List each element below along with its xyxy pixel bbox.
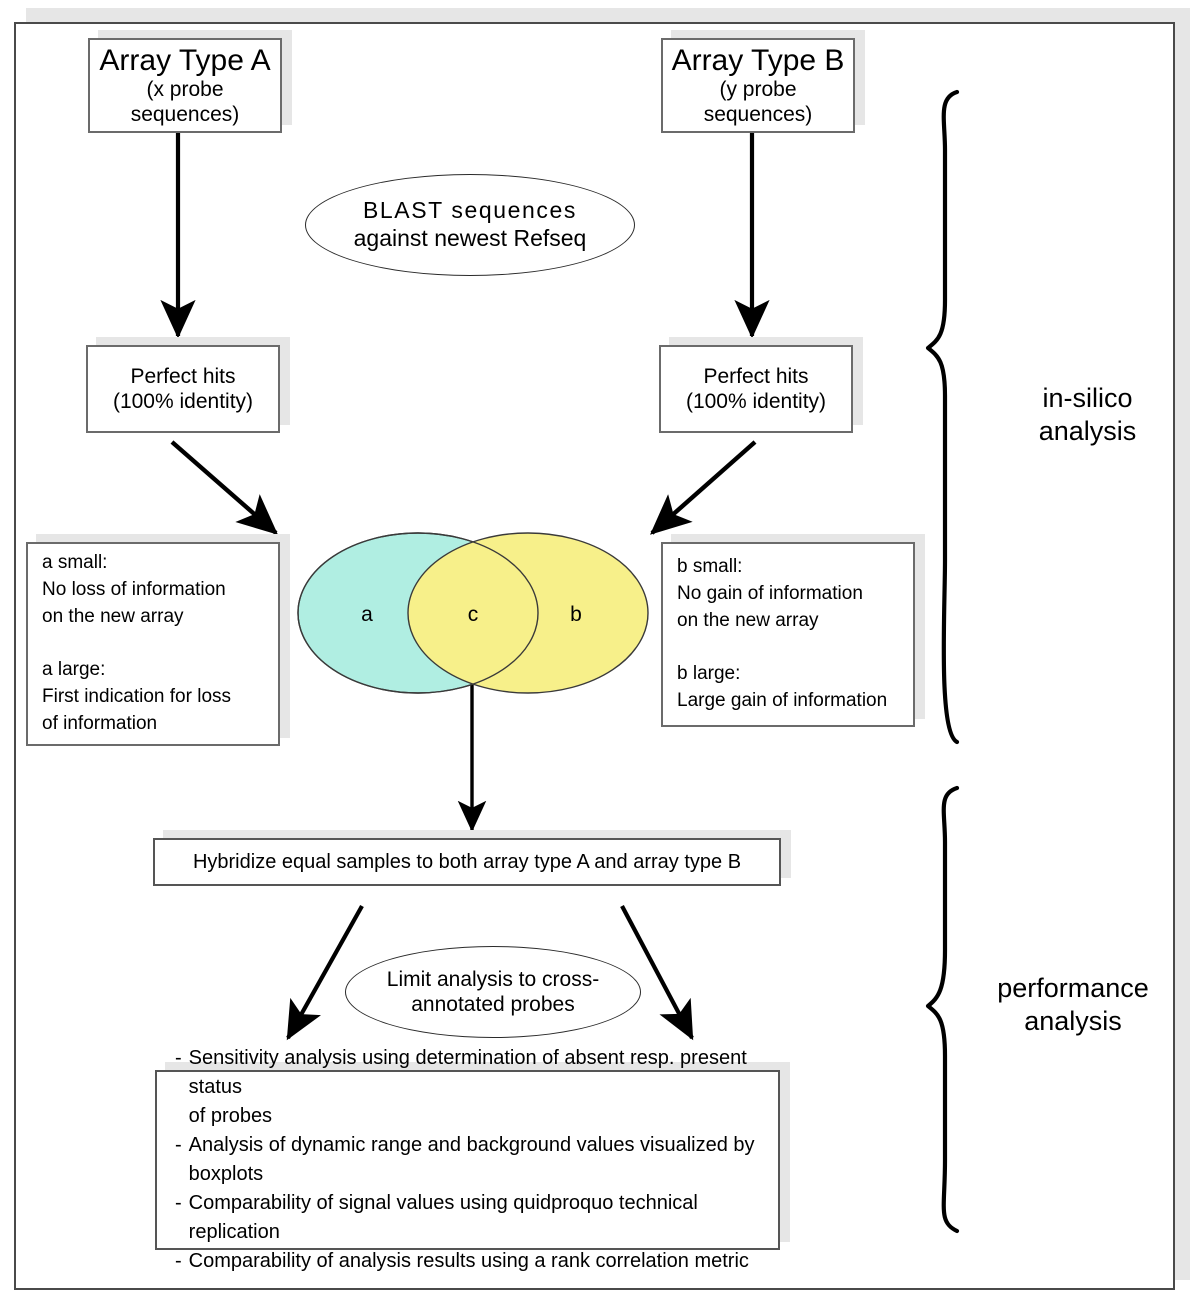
note-b-line-5: b large: [677,662,741,684]
node-body [88,38,282,133]
node-array-type-a [88,38,282,133]
list-bullet-marker: - [175,1047,182,1069]
list-item-line-1: Comparability of analysis results using a rank correlation metric [188,1250,749,1272]
node-body [155,1047,780,1272]
array-type-a-title: Array Type A [99,43,271,77]
list-item [175,1189,760,1247]
list-item [175,1247,760,1276]
blast-line-1: BLAST sequences [362,197,578,224]
node-body [153,838,781,886]
list-item [175,1131,760,1189]
array-type-b-subtitle: (y probe sequences) [703,78,813,127]
note-b-line-2: No gain of information [677,583,863,605]
list-bullet-marker: - [175,1134,182,1156]
limit-line-2: annotated probes [411,993,575,1016]
perfect-hits-b-line-1: Perfect hits [703,364,809,388]
note-b-line-3: on the new array [677,610,819,632]
note-a-line-1: a small: [42,552,108,574]
note-a-line-2: No loss of information [42,579,226,601]
node-array-type-b [661,38,855,133]
limit-line-1: Limit analysis to cross- [386,967,600,991]
note-a-line-3: on the new array [42,606,184,628]
in-silico-line-1: in-silico [1042,383,1133,413]
list-item-line-2: boxplots [188,1163,264,1185]
list-item-line-1: Sensitivity analysis using determination of absent resp. present status [188,1047,747,1098]
perfect-hits-b-line-2: (100% identity) [685,390,827,413]
hybridize-text: Hybridize equal samples to both array type A and array type B [192,850,742,873]
node-body [86,345,280,433]
note-a-line-5: a large: [42,659,106,680]
node-perfect-hits-b [659,345,853,433]
label-in-silico-analysis [1000,382,1175,448]
list-item-line-1: Analysis of dynamic range and background values visualized by [188,1134,755,1156]
in-silico-line-2: analysis [1038,415,1137,446]
perfect-hits-a-line-1: Perfect hits [130,364,236,388]
note-a-line-7: of information [42,712,158,734]
node-body [661,38,855,133]
note-a-line-6: First indication for loss [42,685,232,707]
venn-label-b: b [570,603,582,626]
venn-diagram [295,528,655,698]
label-performance-analysis [968,972,1178,1038]
node-body [659,345,853,433]
bubble-blast-sequences [305,174,635,276]
array-type-b-title: Array Type B [671,43,845,77]
node-analysis-list [155,1047,780,1272]
note-b-spacer [677,635,899,661]
performance-line-1: performance [997,973,1149,1003]
list-bullet-marker: - [175,1250,182,1272]
node-hybridize [153,838,781,886]
list-item-line-2: of probes [188,1105,273,1127]
note-a-spacer [42,631,264,657]
list-bullet-marker: - [175,1192,182,1214]
list-item-line-1: Comparability of signal values using quidproquo technical replication [188,1192,698,1243]
array-type-a-subtitle: (x probe sequences) [130,78,240,127]
venn-label-a: a [361,603,373,626]
node-body [26,542,280,746]
bubble-limit-analysis [345,946,641,1038]
list-item [175,1044,760,1131]
venn-label-c: c [467,603,479,626]
venn-ellipse-b [408,533,648,693]
note-b-line-1: b small: [677,556,743,578]
blast-line-2: against newest Refseq [353,225,587,251]
perfect-hits-a-line-2: (100% identity) [112,390,254,413]
node-note-a [26,542,280,746]
node-perfect-hits-a [86,345,280,433]
performance-line-2: analysis [1024,1005,1122,1036]
node-note-b [661,542,915,727]
venn-svg [295,528,655,698]
note-b-line-6: Large gain of information [677,689,888,711]
node-body [661,542,915,727]
